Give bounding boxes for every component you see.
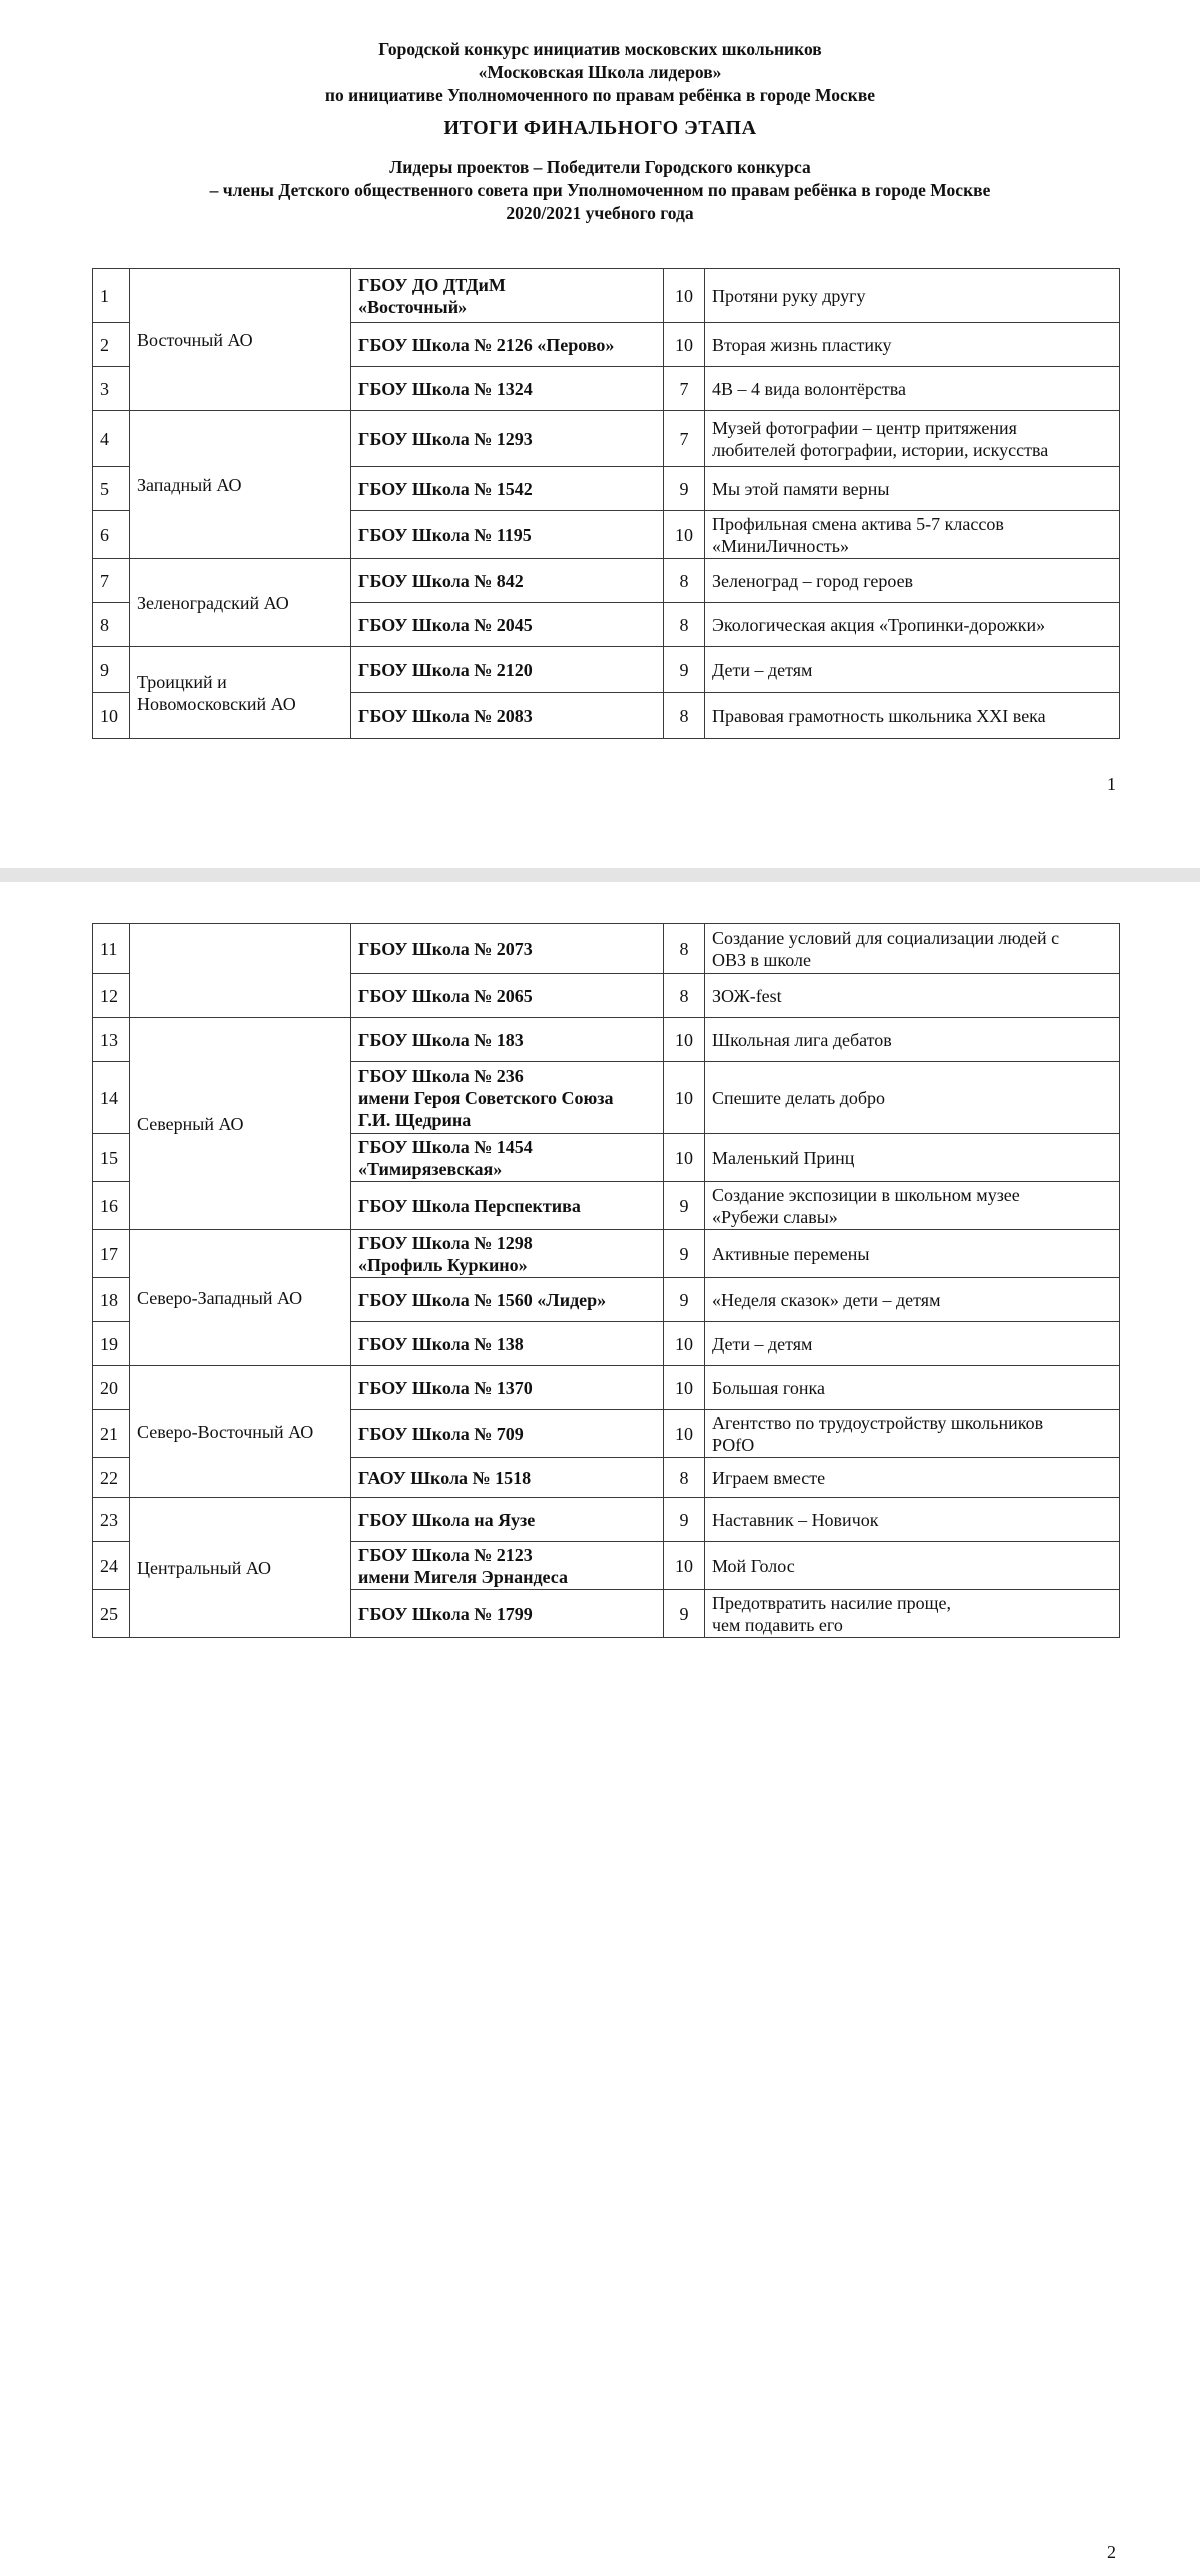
district-name: Западный АО bbox=[137, 474, 242, 495]
project-name: Агентство по трудоустройству школьников bbox=[712, 1412, 1044, 1433]
grade-cell: 10 bbox=[664, 1542, 705, 1590]
district-name: Зеленоградский АО bbox=[137, 592, 289, 613]
school-name: имени Героя Советского Союза bbox=[358, 1087, 614, 1108]
project-name: Большая гонка bbox=[712, 1377, 825, 1398]
grade-cell: 8 bbox=[664, 559, 705, 603]
winners-table-part-1 bbox=[92, 268, 1120, 739]
school-name: имени Мигеля Эрнандеса bbox=[358, 1566, 568, 1587]
project-cell bbox=[705, 924, 1120, 974]
school-name: ГБОУ Школа № 2083 bbox=[358, 705, 533, 726]
grade-cell: 9 bbox=[664, 467, 705, 511]
row-number: 7 bbox=[93, 559, 130, 603]
row-number: 2 bbox=[93, 323, 130, 367]
project-name: Играем вместе bbox=[712, 1467, 826, 1488]
district-name: Центральный АО bbox=[137, 1557, 272, 1578]
school-name: ГБОУ Школа № 1799 bbox=[358, 1603, 533, 1624]
district-name: Восточный АО bbox=[137, 329, 253, 350]
grade-cell: 8 bbox=[664, 693, 705, 739]
school-cell bbox=[351, 323, 664, 367]
project-name: Экологическая акция «Тропинки-дорожки» bbox=[712, 614, 1046, 635]
project-cell bbox=[705, 1182, 1120, 1230]
document-title: ИТОГИ ФИНАЛЬНОГО ЭТАПА bbox=[443, 117, 757, 139]
project-cell bbox=[705, 603, 1120, 647]
project-name: «МиниЛичность» bbox=[712, 535, 849, 556]
grade-cell: 9 bbox=[664, 647, 705, 693]
school-cell bbox=[351, 511, 664, 559]
school-cell bbox=[351, 559, 664, 603]
school-name: ГБОУ Школа № 2120 bbox=[358, 659, 533, 680]
school-cell bbox=[351, 1542, 664, 1590]
school-cell bbox=[351, 1182, 664, 1230]
school-name: ГБОУ Школа Перспектива bbox=[358, 1195, 581, 1216]
row-number: 25 bbox=[93, 1590, 130, 1638]
grade-cell: 9 bbox=[664, 1182, 705, 1230]
project-name: ОВЗ в школе bbox=[712, 949, 811, 970]
row-number: 4 bbox=[93, 411, 130, 467]
row-number: 6 bbox=[93, 511, 130, 559]
school-cell bbox=[351, 647, 664, 693]
school-name: ГБОУ Школа № 1454 bbox=[358, 1136, 533, 1157]
project-name: чем подавить его bbox=[712, 1614, 843, 1635]
project-cell bbox=[705, 1230, 1120, 1278]
project-cell bbox=[705, 693, 1120, 739]
school-name: ГАОУ Школа № 1518 bbox=[358, 1467, 532, 1488]
district-cell bbox=[130, 924, 351, 1018]
school-cell bbox=[351, 411, 664, 467]
project-cell bbox=[705, 1498, 1120, 1542]
project-cell bbox=[705, 411, 1120, 467]
grade-cell: 10 bbox=[664, 1062, 705, 1134]
project-name: Вторая жизнь пластику bbox=[712, 334, 892, 355]
school-name: ГБОУ Школа № 1324 bbox=[358, 378, 533, 399]
project-cell bbox=[705, 1134, 1120, 1182]
school-cell bbox=[351, 467, 664, 511]
project-cell bbox=[705, 974, 1120, 1018]
grade-cell: 9 bbox=[664, 1278, 705, 1322]
school-cell bbox=[351, 603, 664, 647]
project-name: Музей фотографии – центр притяжения bbox=[712, 417, 1017, 438]
grade-cell: 8 bbox=[664, 974, 705, 1018]
project-cell bbox=[705, 323, 1120, 367]
school-name: ГБОУ Школа № 236 bbox=[358, 1065, 524, 1086]
school-name: ГБОУ Школа № 183 bbox=[358, 1029, 524, 1050]
contest-name-line: Городской конкурс инициатив московских школьников bbox=[378, 39, 822, 59]
table-row bbox=[93, 411, 1120, 467]
grade-cell: 10 bbox=[664, 1322, 705, 1366]
grade-cell: 10 bbox=[664, 1366, 705, 1410]
school-cell bbox=[351, 1278, 664, 1322]
school-name: ГБОУ Школа на Яузе bbox=[358, 1509, 536, 1530]
contest-initiative-line: по инициативе Уполномоченного по правам ребёнка в городе Москве bbox=[324, 85, 876, 105]
school-name: ГБОУ ДО ДТДиМ bbox=[358, 274, 506, 295]
school-name: Г.И. Щедрина bbox=[358, 1109, 472, 1130]
project-cell bbox=[705, 467, 1120, 511]
district-name: Северо-Западный АО bbox=[137, 1287, 303, 1308]
project-name: Дети – детям bbox=[712, 1333, 813, 1354]
project-cell bbox=[705, 559, 1120, 603]
district-name: Северный АО bbox=[137, 1113, 244, 1134]
page-number: 2 bbox=[1107, 2542, 1116, 2562]
subtitle-line-3: 2020/2021 учебного года bbox=[506, 203, 694, 223]
school-cell bbox=[351, 1590, 664, 1638]
school-cell bbox=[351, 1134, 664, 1182]
school-name: ГБОУ Школа № 1370 bbox=[358, 1377, 533, 1398]
row-number: 15 bbox=[93, 1134, 130, 1182]
project-cell bbox=[705, 367, 1120, 411]
row-number: 24 bbox=[93, 1542, 130, 1590]
project-name: Маленький Принц bbox=[712, 1147, 855, 1168]
row-number: 12 bbox=[93, 974, 130, 1018]
project-name: ЗОЖ-fest bbox=[712, 985, 782, 1006]
district-cell bbox=[130, 1498, 351, 1638]
row-number: 9 bbox=[93, 647, 130, 693]
row-number: 1 bbox=[93, 269, 130, 323]
grade-cell: 10 bbox=[664, 269, 705, 323]
document-page-1 bbox=[0, 0, 1200, 868]
school-name: ГБОУ Школа № 842 bbox=[358, 570, 524, 591]
project-cell bbox=[705, 269, 1120, 323]
project-name: Предотвратить насилие проще, bbox=[712, 1592, 951, 1613]
project-cell bbox=[705, 1410, 1120, 1458]
district-name: Северо-Восточный АО bbox=[137, 1421, 314, 1442]
project-name: Спешите делать добро bbox=[712, 1087, 886, 1108]
district-name: Троицкий и bbox=[137, 671, 227, 692]
subtitle-line-2: – члены Детского общественного совета при Уполномоченном по правам ребёнка в городе Москве bbox=[209, 180, 991, 200]
row-number: 20 bbox=[93, 1366, 130, 1410]
grade-cell: 7 bbox=[664, 411, 705, 467]
school-name: ГБОУ Школа № 1298 bbox=[358, 1232, 533, 1253]
project-cell bbox=[705, 1366, 1120, 1410]
school-cell bbox=[351, 1018, 664, 1062]
grade-cell: 8 bbox=[664, 603, 705, 647]
school-cell bbox=[351, 1062, 664, 1134]
project-cell bbox=[705, 1458, 1120, 1498]
page-separator bbox=[0, 868, 1200, 882]
project-cell bbox=[705, 1018, 1120, 1062]
table-row bbox=[93, 1366, 1120, 1410]
school-name: ГБОУ Школа № 1293 bbox=[358, 428, 533, 449]
project-name: Мы этой памяти верны bbox=[712, 478, 890, 499]
school-cell bbox=[351, 1230, 664, 1278]
grade-cell: 9 bbox=[664, 1498, 705, 1542]
school-name: «Профиль Куркино» bbox=[358, 1254, 528, 1275]
school-name: ГБОУ Школа № 709 bbox=[358, 1423, 524, 1444]
district-cell bbox=[130, 411, 351, 559]
district-cell bbox=[130, 1018, 351, 1230]
district-cell bbox=[130, 1366, 351, 1498]
row-number: 18 bbox=[93, 1278, 130, 1322]
project-cell bbox=[705, 1278, 1120, 1322]
project-name: Наставник – Новичок bbox=[712, 1509, 879, 1530]
school-name: ГБОУ Школа № 1195 bbox=[358, 524, 532, 545]
school-cell bbox=[351, 1458, 664, 1498]
table-row bbox=[93, 1498, 1120, 1542]
row-number: 14 bbox=[93, 1062, 130, 1134]
school-cell bbox=[351, 269, 664, 323]
contest-title-line: «Московская Школа лидеров» bbox=[478, 62, 722, 82]
row-number: 3 bbox=[93, 367, 130, 411]
row-number: 21 bbox=[93, 1410, 130, 1458]
row-number: 19 bbox=[93, 1322, 130, 1366]
grade-cell: 8 bbox=[664, 924, 705, 974]
project-name: Протяни руку другу bbox=[712, 285, 866, 306]
school-cell bbox=[351, 974, 664, 1018]
project-cell bbox=[705, 647, 1120, 693]
row-number: 10 bbox=[93, 693, 130, 739]
district-cell bbox=[130, 269, 351, 411]
district-cell bbox=[130, 647, 351, 739]
school-name: ГБОУ Школа № 2123 bbox=[358, 1544, 533, 1565]
grade-cell: 10 bbox=[664, 323, 705, 367]
subtitle-line-1: Лидеры проектов – Победители Городского конкурса bbox=[389, 157, 811, 177]
row-number: 8 bbox=[93, 603, 130, 647]
school-name: ГБОУ Школа № 1560 «Лидер» bbox=[358, 1289, 607, 1310]
row-number: 13 bbox=[93, 1018, 130, 1062]
project-name: Создание условий для социализации людей с bbox=[712, 927, 1060, 948]
district-cell bbox=[130, 559, 351, 647]
grade-cell: 10 bbox=[664, 1134, 705, 1182]
project-name: Правовая грамотность школьника XXI века bbox=[712, 705, 1046, 726]
school-name: ГБОУ Школа № 1542 bbox=[358, 478, 533, 499]
row-number: 22 bbox=[93, 1458, 130, 1498]
grade-cell: 10 bbox=[664, 1410, 705, 1458]
school-cell bbox=[351, 1322, 664, 1366]
school-name: ГБОУ Школа № 2045 bbox=[358, 614, 533, 635]
school-cell bbox=[351, 693, 664, 739]
grade-cell: 8 bbox=[664, 1458, 705, 1498]
school-cell bbox=[351, 1498, 664, 1542]
table-row bbox=[93, 269, 1120, 323]
project-name: Профильная смена актива 5-7 классов bbox=[712, 513, 1004, 534]
row-number: 16 bbox=[93, 1182, 130, 1230]
project-name: Зеленоград – город героев bbox=[712, 570, 914, 591]
project-name: РОfО bbox=[712, 1434, 755, 1455]
project-name: 4В – 4 вида волонтёрства bbox=[712, 378, 907, 399]
project-name: любителей фотографии, истории, искусства bbox=[712, 439, 1049, 460]
school-name: ГБОУ Школа № 2073 bbox=[358, 938, 533, 959]
school-name: «Тимирязевская» bbox=[358, 1158, 503, 1179]
project-name: «Рубежи славы» bbox=[712, 1206, 838, 1227]
winners-table-part-2 bbox=[92, 923, 1120, 1638]
grade-cell: 10 bbox=[664, 511, 705, 559]
table-row bbox=[93, 1230, 1120, 1278]
project-name: Активные перемены bbox=[712, 1243, 870, 1264]
grade-cell: 9 bbox=[664, 1590, 705, 1638]
project-cell bbox=[705, 1590, 1120, 1638]
school-cell bbox=[351, 1410, 664, 1458]
school-name: ГБОУ Школа № 2126 «Перово» bbox=[358, 334, 615, 355]
table-row bbox=[93, 559, 1120, 603]
project-cell bbox=[705, 1542, 1120, 1590]
project-name: Дети – детям bbox=[712, 659, 813, 680]
table-row bbox=[93, 647, 1120, 693]
district-name: Новомосковский АО bbox=[137, 693, 296, 714]
school-cell bbox=[351, 1366, 664, 1410]
project-name: Школьная лига дебатов bbox=[712, 1029, 892, 1050]
project-cell bbox=[705, 511, 1120, 559]
table-row bbox=[93, 1018, 1120, 1062]
project-cell bbox=[705, 1322, 1120, 1366]
page-number: 1 bbox=[1107, 774, 1116, 794]
school-name: «Восточный» bbox=[358, 296, 468, 317]
school-name: ГБОУ Школа № 138 bbox=[358, 1333, 524, 1354]
row-number: 11 bbox=[93, 924, 130, 974]
row-number: 5 bbox=[93, 467, 130, 511]
project-name: Мой Голос bbox=[712, 1555, 795, 1576]
row-number: 17 bbox=[93, 1230, 130, 1278]
school-cell bbox=[351, 367, 664, 411]
project-name: «Неделя сказок» дети – детям bbox=[712, 1289, 941, 1310]
grade-cell: 9 bbox=[664, 1230, 705, 1278]
grade-cell: 10 bbox=[664, 1018, 705, 1062]
grade-cell: 7 bbox=[664, 367, 705, 411]
row-number: 23 bbox=[93, 1498, 130, 1542]
table-row bbox=[93, 924, 1120, 974]
school-name: ГБОУ Школа № 2065 bbox=[358, 985, 533, 1006]
school-cell bbox=[351, 924, 664, 974]
project-name: Создание экспозиции в школьном музее bbox=[712, 1184, 1020, 1205]
district-cell bbox=[130, 1230, 351, 1366]
document-header bbox=[0, 38, 1200, 225]
project-cell bbox=[705, 1062, 1120, 1134]
